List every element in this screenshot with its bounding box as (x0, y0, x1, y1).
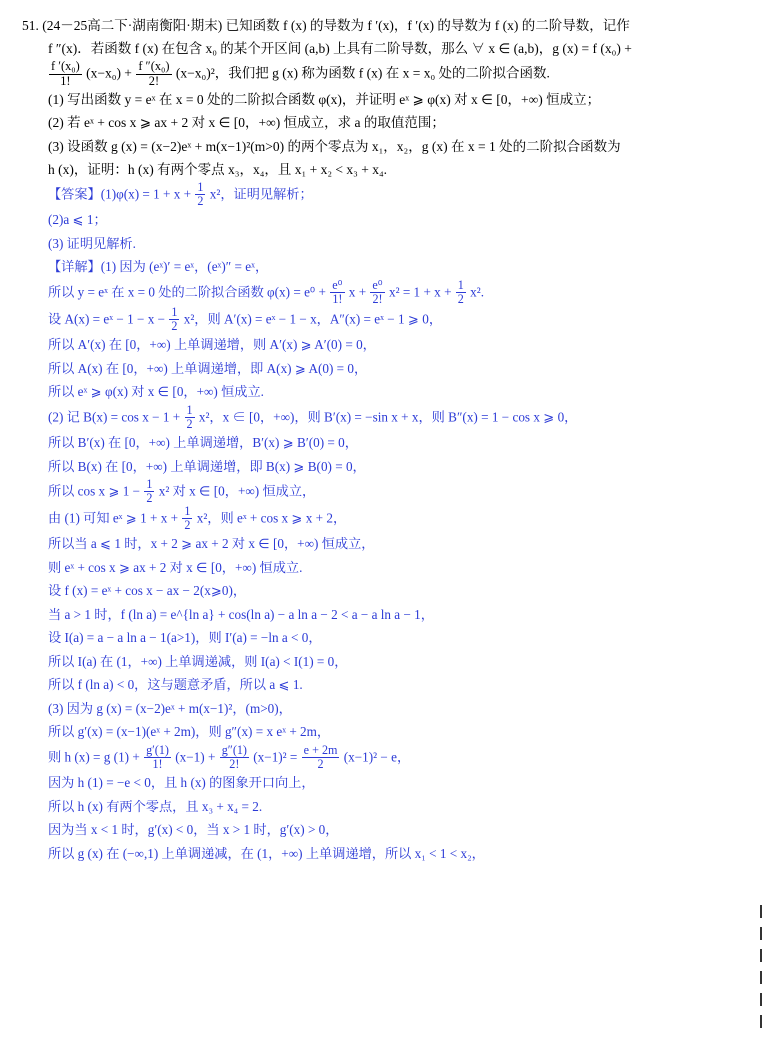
detail-line-9 (22, 478, 740, 505)
question-part-3 (22, 135, 740, 158)
detail-line-3 (22, 333, 740, 357)
fraction-gprime1-1fact (144, 744, 171, 771)
detail-text: 所以 eˣ ⩾ φ(x) 对 x ∈ [0，+∞) 恒成立. (48, 384, 264, 400)
detail-line-10 (22, 505, 740, 532)
fraction-numerator: e⁰ (332, 277, 343, 292)
fraction-numerator: 1 (197, 180, 204, 195)
binding-mark (760, 949, 762, 962)
detail-line-23 (22, 818, 740, 842)
stem-text-3-post: (x−x₀)²，我们把 g (x) 称为函数 f (x) 在 x = x₀ 处的二阶拟合函数. (175, 66, 550, 82)
detail-line-16 (22, 650, 740, 674)
fraction-denominator: 2 (457, 291, 464, 306)
fraction-denominator: 2 (186, 416, 193, 431)
detail-text: 因为当 x < 1 时，g′(x) < 0，当 x > 1 时，g′(x) > 0， (48, 822, 339, 838)
detail-text: 设 I(a) = a − a ln a − 1(a>1)，则 I′(a) = −ln a < 0， (48, 630, 322, 646)
fraction-one-half (169, 306, 179, 333)
stem-text-2: f ″(x)．若函数 f (x) 在包含 x₀ 的某个开区间 (a,b) 上具有二阶导数，那么 ∀ x ∈ (a,b)，g (x) = f (x₀) + (48, 41, 632, 57)
detail-post: (x−1)² − e， (343, 749, 411, 765)
fraction-denominator: 2 (197, 194, 204, 209)
question-part-3-text: (3) 设函数 g (x) = (x−2)eˣ + m(x−1)²(m>0) 的两个零点为 x₁，x₂，g (x) 在 x = 1 处的二阶拟合函数为 (48, 138, 621, 154)
detail-text: 则 eˣ + cos x ⩾ ax + 2 对 x ∈ [0，+∞) 恒成立. (48, 559, 303, 575)
stem-text-1: 已知函数 f (x) 的导数为 f ′(x)，f ′(x) 的导数为 f (x) 的二阶导数，记作 (225, 18, 630, 33)
detail-post: x²，则 eˣ + cos x ⩾ x + 2， (196, 510, 347, 526)
question-part-3-cont-text: h (x)，证明：h (x) 有两个零点 x₃，x₄，且 x₁ + x₂ < x₃ + x₄. (48, 161, 388, 177)
fraction-numerator: f ″(x₀) (138, 59, 170, 74)
detail-mid-2: x² = 1 + x + (388, 284, 452, 300)
detail-post: x². (470, 284, 485, 300)
detail-text: 【详解】(1) 因为 (eˣ)′ = eˣ，(eˣ)″ = eˣ， (48, 259, 269, 275)
fraction-numerator: g″(1) (221, 742, 247, 757)
fraction-denominator: 2! (220, 757, 249, 771)
detail-pre: 设 A(x) = eˣ − 1 − x − (48, 311, 166, 327)
detail-line-6 (22, 404, 740, 431)
detail-line-19 (22, 720, 740, 744)
detail-line-11 (22, 532, 740, 556)
fraction-e0-1fact (330, 279, 344, 306)
detail-pre: 由 (1) 可知 eˣ ⩾ 1 + x + (48, 510, 179, 526)
fraction-denominator: 2 (302, 757, 340, 771)
detail-text: 因为 h (1) = −e < 0，且 h (x) 的图象开口向上， (48, 775, 315, 791)
binding-mark (760, 1015, 762, 1028)
answer-line-3 (22, 232, 740, 256)
fraction-denominator: 2! (370, 292, 384, 306)
detail-line-2 (22, 306, 740, 333)
detail-line-8 (22, 455, 740, 479)
detail-text: 所以 B(x) 在 [0，+∞) 上单调递增，即 B(x) ⩾ B(0) = 0， (48, 458, 366, 474)
fraction-denominator: 2 (146, 491, 153, 506)
detail-post: x²，x ∈ [0，+∞)，则 B′(x) = −sin x + x，则 B″(x) = 1 − cos x ⩾ 0， (198, 409, 578, 425)
problem-number: 51. (22, 18, 39, 33)
detail-line-4 (22, 357, 740, 381)
detail-line-0 (22, 255, 740, 279)
answer-1-pre: (1)φ(x) = 1 + x + (100, 186, 192, 202)
fraction-denominator: 2 (184, 518, 191, 533)
fraction-one-half (185, 404, 195, 431)
detail-line-14 (22, 603, 740, 627)
detail-line-24 (22, 842, 740, 866)
binding-mark (760, 971, 762, 984)
detail-mid: x + (348, 284, 367, 300)
detail-text: 所以 I(a) 在 (1，+∞) 上单调递减，则 I(a) < I(1) = 0， (48, 653, 348, 669)
detail-text: 所以 A(x) 在 [0，+∞) 上单调递增，即 A(x) ⩾ A(0) = 0， (48, 360, 368, 376)
fraction-one-half (182, 505, 192, 532)
detail-pre: 所以 y = eˣ 在 x = 0 处的二阶拟合函数 φ(x) = e⁰ + (48, 284, 326, 300)
detail-text: 所以 h (x) 有两个零点，且 x₃ + x₄ = 2. (48, 798, 263, 814)
detail-text: 所以当 a ⩽ 1 时，x + 2 ⩾ ax + 2 对 x ∈ [0，+∞) 恒成立， (48, 536, 375, 552)
detail-line-22 (22, 795, 740, 819)
answer-line-2 (22, 208, 740, 232)
question-part-1 (22, 88, 740, 111)
source-tag: (24－25高二下·湖南衡阳·期末) (42, 18, 223, 33)
binding-mark (760, 927, 762, 940)
answer-2-text: (2)a ⩽ 1； (48, 212, 107, 228)
detail-text: 所以 B′(x) 在 [0，+∞) 上单调递增，B′(x) ⩾ B′(0) = 0， (48, 435, 358, 450)
question-part-1-text: (1) 写出函数 y = eˣ 在 x = 0 处的二阶拟合函数 φ(x)，并证明 eˣ ⩾ φ(x) 对 x ∈ [0，+∞) 恒成立； (48, 92, 601, 108)
detail-text: 所以 A′(x) 在 [0，+∞) 上单调递增，则 A′(x) ⩾ A′(0) = 0， (48, 337, 376, 353)
detail-pre: (2) 记 B(x) = cos x − 1 + (48, 409, 181, 425)
fraction-numerator: 1 (171, 305, 178, 320)
detail-line-21 (22, 771, 740, 795)
fraction-numerator: e + 2m (303, 742, 338, 757)
detail-text: 所以 g′(x) = (x−1)(eˣ + 2m)，则 g″(x) = x eˣ + 2m， (48, 724, 331, 740)
fraction-e0-2fact (370, 279, 384, 306)
fraction-denominator: 2 (171, 319, 178, 334)
answer-header: 【答案】 (48, 186, 101, 202)
fraction-numerator: 1 (186, 402, 193, 417)
detail-line-5 (22, 380, 740, 404)
fraction-one-half (456, 279, 466, 306)
fraction-numerator: g′(1) (146, 742, 169, 757)
detail-mid-2: (x−1)² = (253, 749, 298, 765)
fraction-fdoubleprime-2fact (136, 60, 171, 88)
page-binding-marks (760, 905, 762, 1045)
binding-mark (760, 905, 762, 918)
detail-mid: (x−1) + (175, 749, 216, 765)
answer-line-1 (22, 181, 740, 208)
fraction-fprime-1fact (49, 60, 82, 88)
question-stem-line-3 (22, 60, 740, 88)
fraction-numerator: f ′(x₀) (51, 59, 80, 74)
fraction-one-half (144, 478, 154, 505)
answer-3-text: (3) 证明见解析. (48, 235, 136, 251)
detail-line-13 (22, 579, 740, 603)
fraction-numerator: 1 (457, 277, 464, 292)
detail-line-1 (22, 279, 740, 306)
question-stem-line-1 (22, 14, 740, 37)
document-content (22, 14, 740, 865)
detail-post: x² 对 x ∈ [0，+∞) 恒成立， (158, 483, 316, 499)
detail-text: 所以 g (x) 在 (−∞,1) 上单调递减，在 (1，+∞) 上单调递增，所以 x₁ < 1 < x₂， (48, 845, 485, 861)
detail-line-15 (22, 626, 740, 650)
fraction-numerator: 1 (146, 477, 153, 491)
stem-text-3-mid: (x−x₀) + (86, 66, 132, 82)
fraction-numerator: 1 (184, 504, 191, 519)
detail-text: 所以 f (ln a) < 0，这与题意矛盾，所以 a ⩽ 1. (48, 677, 303, 693)
fraction-gdoubleprime1-2fact (220, 744, 249, 771)
fraction-denominator: 2! (136, 74, 171, 88)
detail-text: (3) 因为 g (x) = (x−2)eˣ + m(x−1)²，(m>0)， (48, 700, 292, 716)
detail-line-17 (22, 673, 740, 697)
question-part-2-text: (2) 若 eˣ + cos x ⩾ ax + 2 对 x ∈ [0，+∞) 恒成立，求 a 的取值范围； (48, 115, 445, 131)
fraction-denominator: 1! (144, 757, 171, 771)
answer-1-post: x²，证明见解析； (209, 186, 313, 202)
fraction-denominator: 1! (330, 292, 344, 306)
question-stem-line-2 (22, 37, 740, 60)
fraction-one-half (195, 181, 205, 208)
question-part-3-cont (22, 158, 740, 181)
detail-line-18 (22, 697, 740, 721)
fraction-numerator: e⁰ (372, 277, 383, 292)
binding-mark (760, 993, 762, 1006)
detail-text: 设 f (x) = eˣ + cos x − ax − 2(x⩾0)， (48, 583, 247, 599)
detail-post: x²，则 A′(x) = eˣ − 1 − x，A″(x) = eˣ − 1 ⩾ 0， (183, 311, 443, 327)
fraction-e-plus-2m-over-2 (302, 744, 340, 771)
detail-text: 当 a > 1 时，f (ln a) = e^{ln a} + cos(ln a) − a ln a − 2 < a − a ln a − 1， (48, 606, 434, 622)
detail-pre: 所以 cos x ⩾ 1 − (48, 483, 141, 499)
detail-line-7 (22, 431, 740, 455)
fraction-denominator: 1! (49, 74, 82, 88)
question-part-2 (22, 111, 740, 134)
detail-line-20 (22, 744, 740, 771)
detail-pre: 则 h (x) = g (1) + (48, 749, 140, 765)
detail-line-12 (22, 556, 740, 580)
